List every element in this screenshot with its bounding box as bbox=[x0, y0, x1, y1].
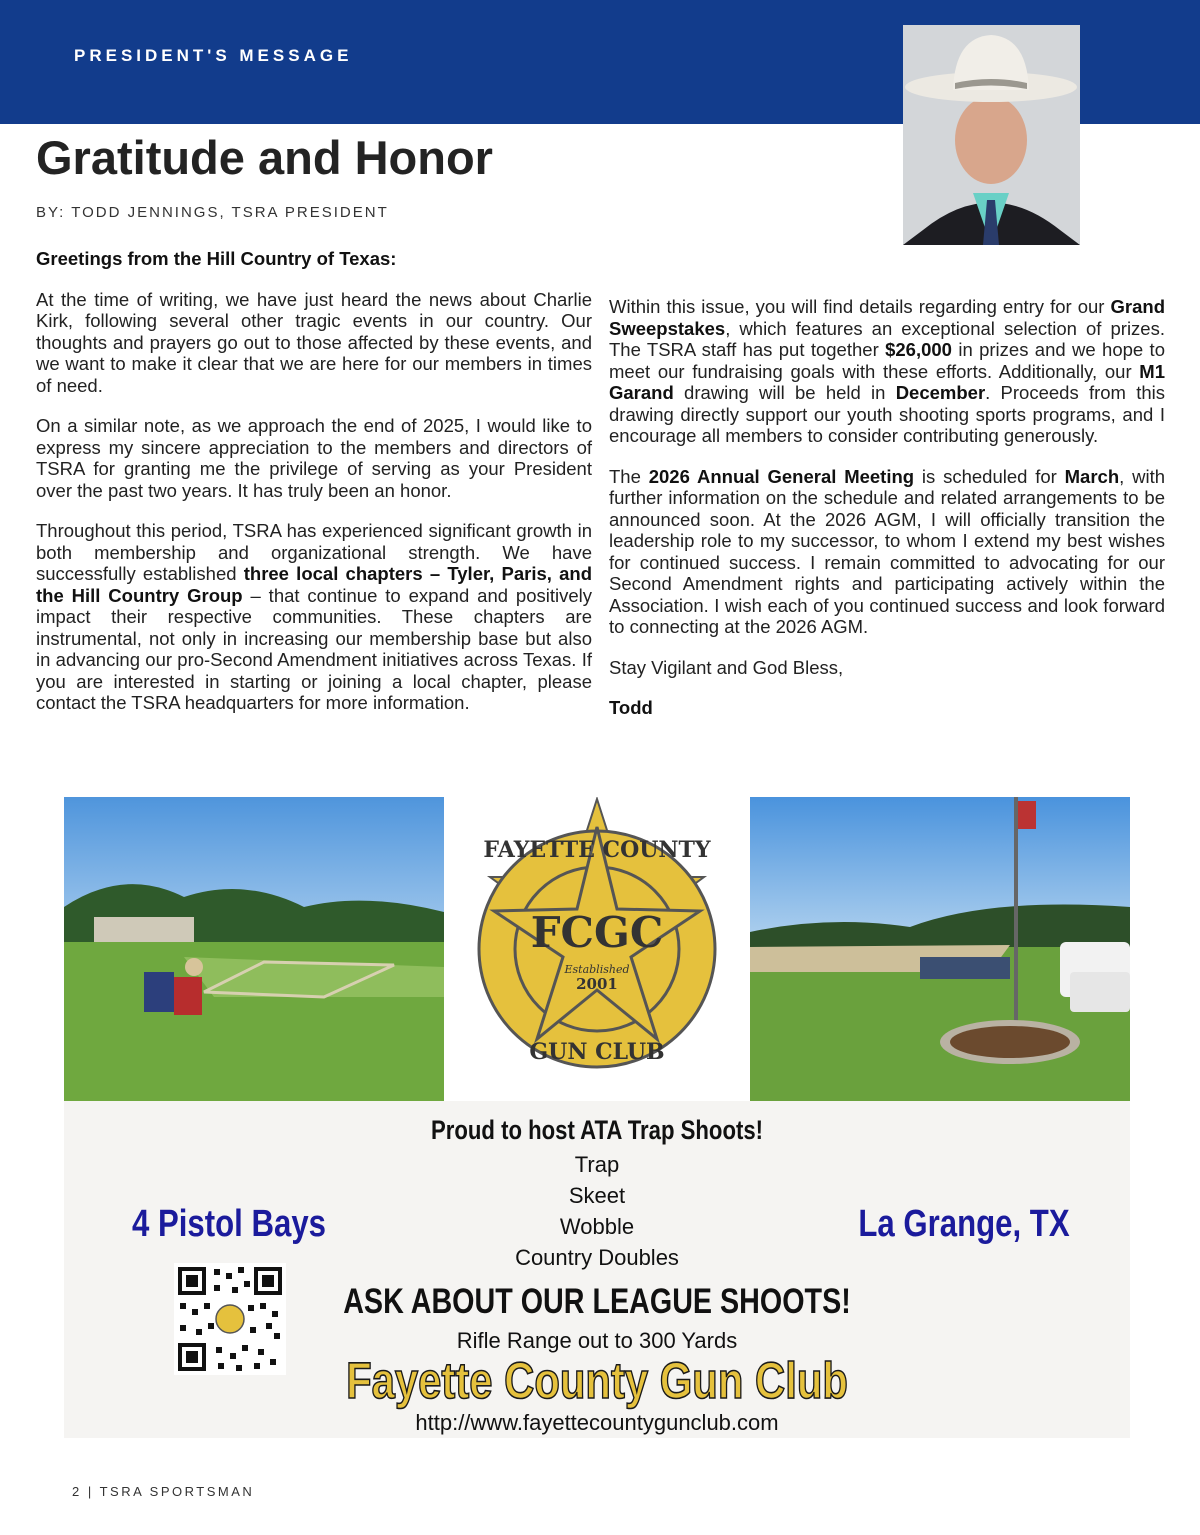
service-trap: Trap bbox=[574, 1152, 620, 1177]
signature: Todd bbox=[609, 697, 653, 718]
badge-top-text: FAYETTE COUNTY bbox=[483, 837, 711, 863]
badge-script-text: Established bbox=[564, 963, 630, 976]
league-shoots-text: ASK ABOUT OUR LEAGUE SHOOTS! bbox=[343, 1282, 851, 1321]
byline: BY: TODD JENNINGS, TSRA PRESIDENT bbox=[36, 204, 389, 221]
bold-run: $26,000 bbox=[885, 339, 952, 360]
range-photo-left bbox=[64, 797, 444, 1101]
text-run: – that continue to expand and positively impact their respective communities. These chapters are instrumental, not only in increasing our membership base but also in advancing our pro-Second Amendment initiatives across Texas. If you are interested in starting or joining a local chapter, please contact the TSRA headquarters for more information. bbox=[36, 584, 592, 713]
ata-headline: Proud to host ATA Trap Shoots! bbox=[430, 1115, 764, 1145]
paragraph-2: On a similar note, as we approach the end of 2025, I would like to express my sincere appreciation to the members and directors of TSRA for granting me the privilege of serving as your President over the past two years. It has truly been an honor. bbox=[36, 415, 592, 501]
bold-run: M1 Garand bbox=[609, 360, 1165, 403]
badge-center-text: FCGC bbox=[530, 908, 664, 957]
text-run: Throughout this period, TSRA has experienced significant growth in both membership and organizational strength. We have successfully established bbox=[36, 520, 592, 584]
text-run: drawing will be held in bbox=[673, 382, 896, 403]
bold-run: 2026 Annual General Meeting bbox=[648, 465, 915, 487]
club-website-link[interactable]: http://www.fayettecountygunclub.com bbox=[415, 1410, 779, 1435]
president-portrait bbox=[903, 25, 1080, 245]
rifle-range-text: Rifle Range out to 300 Yards bbox=[456, 1328, 738, 1353]
greeting: Greetings from the Hill Country of Texas: bbox=[36, 248, 397, 269]
location-text: La Grange, TX bbox=[858, 1203, 1070, 1245]
article-column-right bbox=[609, 296, 1165, 738]
club-badge-logo bbox=[444, 797, 750, 1101]
pistol-bays-text: 4 Pistol Bays bbox=[132, 1203, 326, 1245]
paragraph-3 bbox=[36, 520, 592, 714]
bold-run: March bbox=[1064, 465, 1120, 487]
page-footer: 2 | TSRA SPORTSMAN bbox=[72, 1484, 255, 1499]
bold-run: Grand Sweepstakes bbox=[609, 296, 1165, 339]
range-photo-right bbox=[750, 797, 1130, 1101]
text-run: Within this issue, you will find details regarding entry for our bbox=[609, 296, 1111, 317]
gun-club-advertisement bbox=[64, 797, 1130, 1438]
text-run: is scheduled for bbox=[914, 465, 1065, 487]
badge-year-text: 2001 bbox=[576, 975, 618, 993]
text-run: . Proceeds from this drawing directly support our youth shooting sports programs, and I encourage all members to consider contributing generously. bbox=[609, 382, 1165, 446]
paragraph-4 bbox=[609, 296, 1165, 447]
paragraph-5 bbox=[609, 466, 1165, 638]
text-run: in prizes and we hope to meet our fundraising goals with these efforts. Additionally, our bbox=[609, 339, 1165, 382]
closing: Stay Vigilant and God Bless, bbox=[609, 656, 844, 678]
article-column-left bbox=[36, 248, 592, 733]
service-country-doubles: Country Doubles bbox=[515, 1245, 679, 1270]
text-run: , which features an exceptional selection of prizes. The TSRA staff has put together bbox=[609, 317, 1165, 360]
section-label: PRESIDENT'S MESSAGE bbox=[74, 46, 353, 65]
bold-run: December bbox=[895, 382, 986, 403]
text-run: , with further information on the schedule and related arrangements to be announced soon. At the 2026 AGM, I will officially transition the leadership role to my successor, to whom I extend my best wishes for continued success. I remain committed to advocating for our Second Amendment rights and participating actively within the Association. I wish each of you continued success and look forward to connecting at the 2026 AGM. bbox=[609, 465, 1165, 637]
bold-run: three local chapters – Tyler, Paris, and the Hill Country Group bbox=[36, 563, 592, 606]
club-name: Fayette County Gun Club bbox=[346, 1352, 848, 1409]
service-wobble: Wobble bbox=[559, 1214, 635, 1239]
text-run: The bbox=[609, 465, 649, 487]
article-title: Gratitude and Honor bbox=[36, 131, 493, 184]
service-skeet: Skeet bbox=[568, 1183, 626, 1208]
paragraph-1: At the time of writing, we have just heard the news about Charlie Kirk, following several other tragic events in our country. Our thoughts and prayers go out to those affected by these events, and we want to make it clear that we are here for our members in times of need. bbox=[36, 288, 592, 396]
badge-bottom-text: GUN CLUB bbox=[529, 1039, 665, 1065]
